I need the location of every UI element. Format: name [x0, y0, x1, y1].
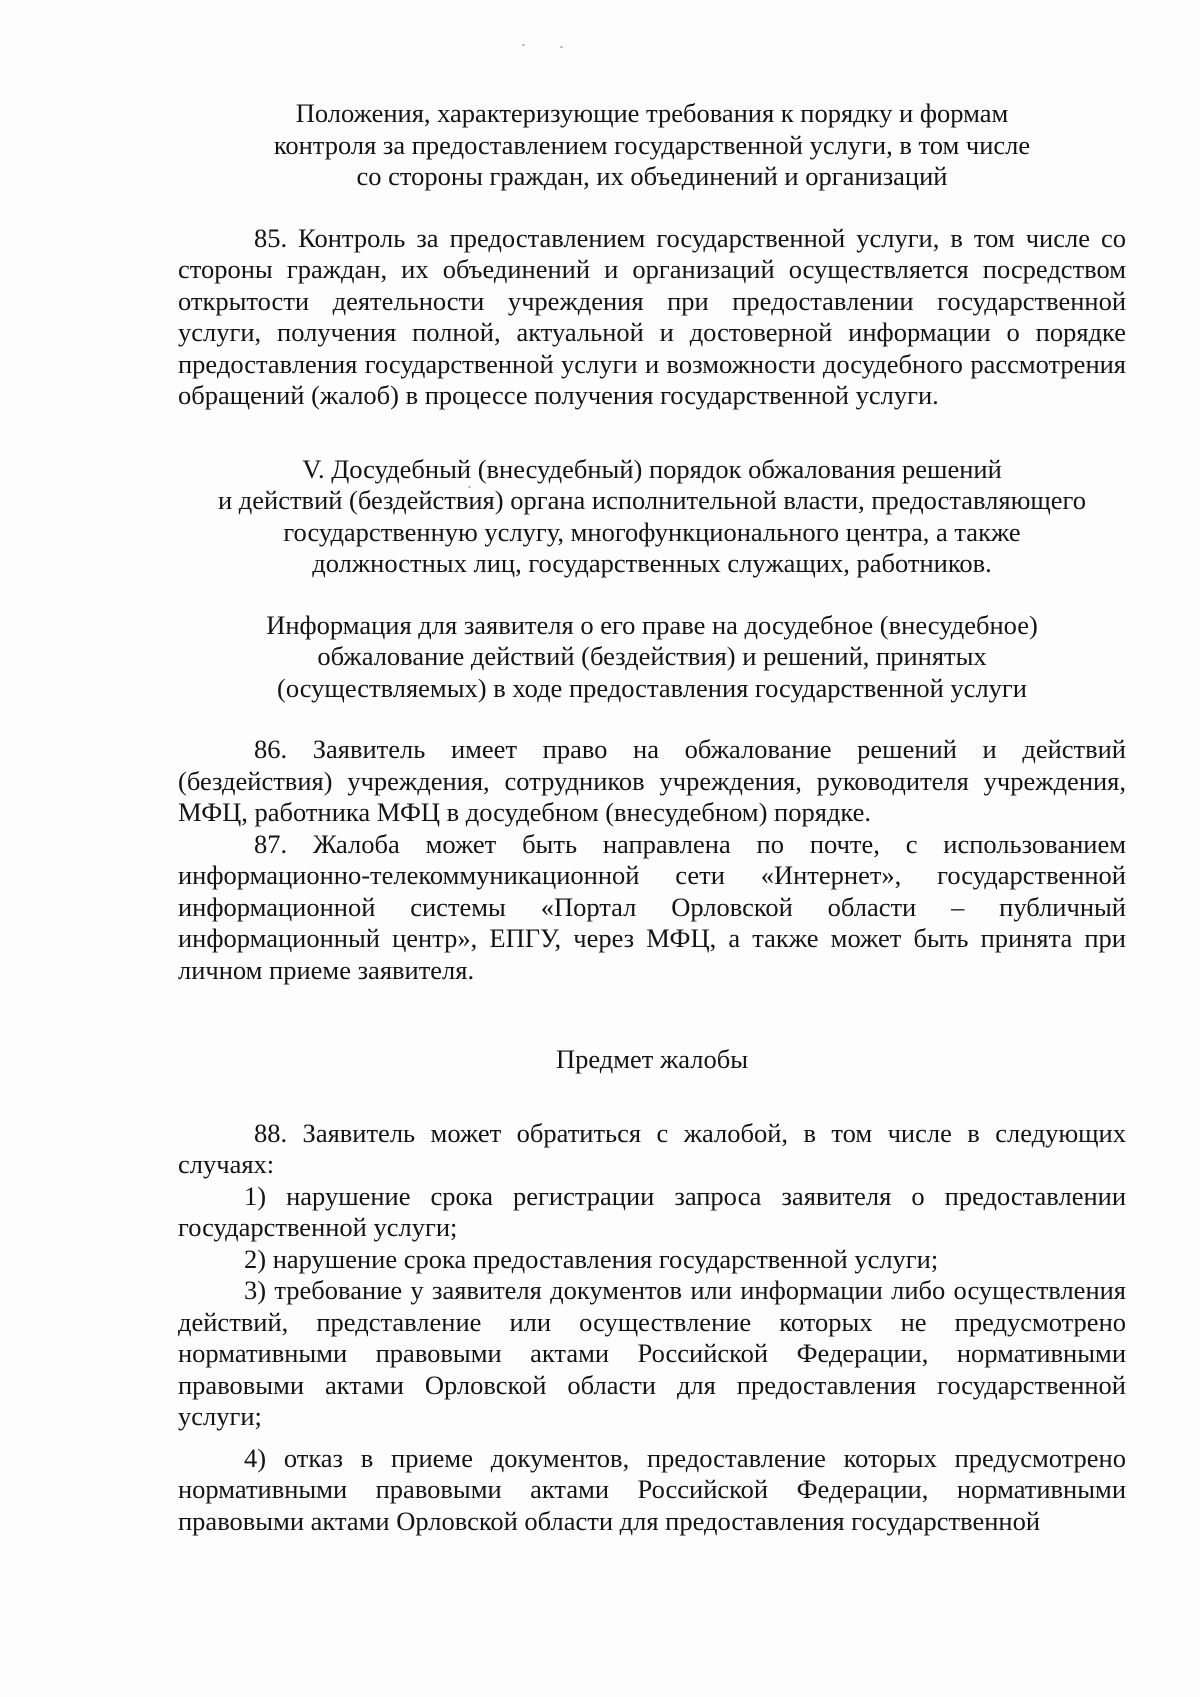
- document-body: [178, 98, 1126, 1537]
- section-heading-info: [178, 610, 1126, 705]
- list-item: 4) отказ в приеме документов, предоставление которых предусмотрено нормативными правовыми актами Российской Федерации, нормативными правовыми актами Орловской области для предоставления государственной: [178, 1442, 1126, 1536]
- scan-speck: [560, 46, 563, 48]
- section-heading-control: [178, 98, 1126, 193]
- heading-line: обжалование действий (бездействия) и решений, принятых: [317, 641, 987, 671]
- paragraph-87: 87. Жалоба может быть направлена по почте, с использованием информационно-телекоммуникационной сети «Интернет», государственной информационной системы «Портал Орловской области – публичный информационный центр», ЕПГУ, через МФЦ, а также может быть принята при личном приеме заявителя.: [178, 828, 1126, 985]
- heading-line: и действий (бездействия) органа исполнительной власти, предоставляющего: [217, 485, 1086, 515]
- heading-line: должностных лиц, государственных служащих, работников.: [312, 548, 992, 578]
- list-item: 2) нарушение срока предоставления государственной услуги;: [244, 1243, 939, 1274]
- heading-line: V. Досудебный (внесудебный) порядок обжалования решений: [302, 453, 1002, 484]
- heading-line: Положения, характеризующие требования к порядку и формам: [295, 98, 1009, 128]
- heading-line: (осуществляемых) в ходе предоставления государственной услуги: [277, 672, 1027, 703]
- paragraph-88: 88. Заявитель может обратиться с жалобой, в том числе в следующих случаях:: [178, 1117, 1126, 1179]
- heading-line: Информация для заявителя о его праве на досудебное (внесудебное): [266, 609, 1038, 640]
- section-heading-v: [178, 454, 1126, 580]
- list-item: 3) требование у заявителя документов или информации либо осуществления действий, представление или осуществление которых не предусмотрено нормативными правовыми актами Российской Федерации, нормативными правовыми актами Орловской области для предоставления государственной услуги;: [178, 1275, 1126, 1431]
- paragraph-86: 86. Заявитель имеет право на обжалование решений и действий (бездействия) учреждения, сотрудников учреждения, руководителя учреждения, МФЦ, работника МФЦ в досудебном (внесудебном) порядке.: [178, 734, 1126, 827]
- section-heading-subject: Предмет жалобы: [555, 1044, 749, 1074]
- list-item: 1) нарушение срока регистрации запроса заявителя о предоставлении государственной услуги;: [178, 1180, 1126, 1242]
- heading-line: со стороны граждан, их объединений и организаций: [356, 161, 948, 191]
- heading-line: государственную услугу, многофункционального центра, а также: [283, 516, 1021, 547]
- scan-speck: [522, 44, 525, 46]
- heading-line: контроля за предоставлением государственной услуги, в том числе: [273, 129, 1031, 160]
- paragraph-85: 85. Контроль за предоставлением государственной услуги, в том числе со стороны граждан, их объединений и организаций осуществляется посредством открытости деятельности учреждения при предоставлении государственной услуги, получения полной, актуальной и достоверной информации о порядке предоставления государственной услуги и возможности досудебного рассмотрения обращений (жалоб) в процессе получения государственной услуги.: [178, 222, 1126, 410]
